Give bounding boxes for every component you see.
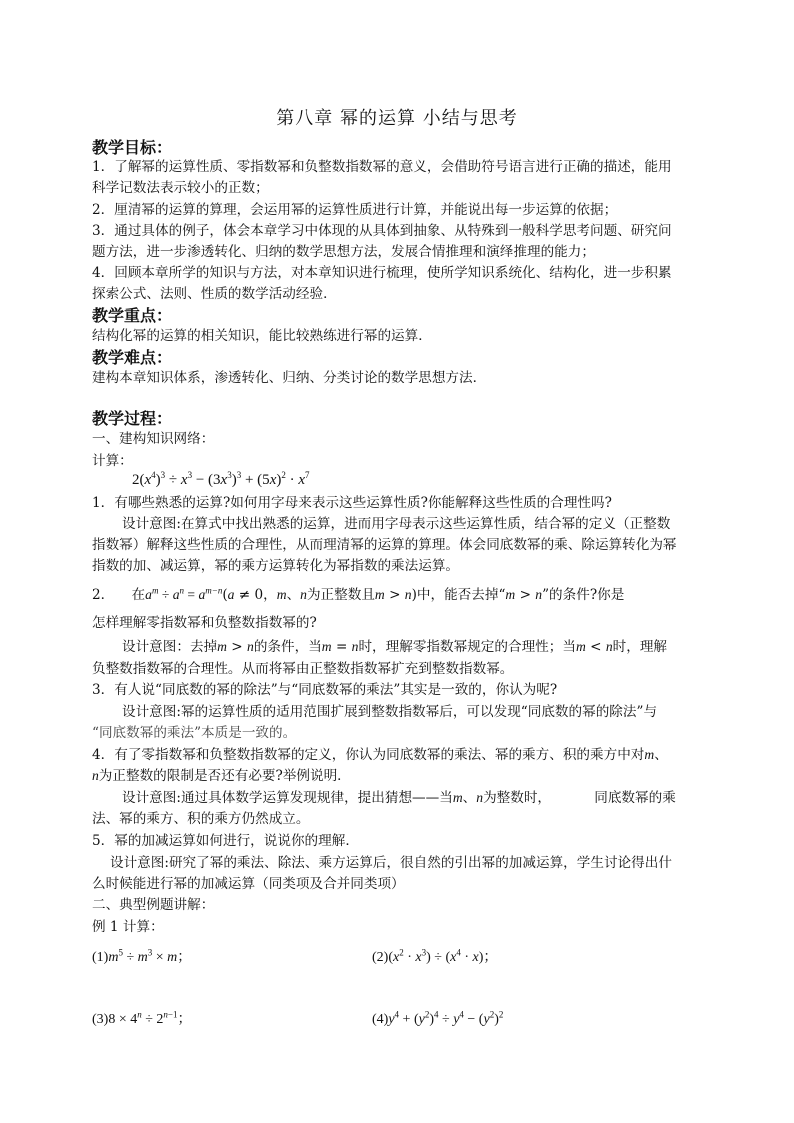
question-3: 3．有人说“同底数的幂的除法”与“同底数幂的乘法”其实是一致的，你认为呢?	[92, 682, 558, 698]
goal-line-4: 3．通过具体的例子，体会本章学习中体现的从具体到抽象、从特殊到一般科学思考问题、研究问	[92, 223, 672, 239]
example-item-1: $(1)m^5 \div m^3 \times m$；	[92, 947, 192, 965]
goal-line-6: 4．回顾本章所学的知识与方法，对本章知识进行梳理，使所学知识系统化、结构化，进一步积累	[92, 265, 672, 281]
q1-design-3: 指数的加、减运算，幂的乘方运算转化为幂指数的乘法运算。	[92, 558, 460, 574]
question-1: 1．有哪些熟悉的运算?如何用字母来表示这些运算性质?你能解释这些性质的合理性吗?	[92, 495, 612, 511]
question-2-line-1: 2． 在$a^m \div a^n = a^{m-n}(a \ne 0$，m、n为正整数且m > n)中，能否去掉“m > n”的条件?你是	[92, 585, 625, 603]
question-4-line-2: n为正整数的限制是否还有必要?举例说明．	[92, 768, 351, 784]
q3-design-1: 设计意图:幂的运算性质的适用范围扩展到整数指数幂后，可以发现“同底数的幂的除法”与	[122, 704, 658, 720]
q2-design-1: 设计意图：去掉m > n的条件，当m = n时，理解零指数幂规定的合理性；当m < n时，理解	[122, 639, 668, 655]
q2-formula: $a^m \div a^n = a^{m-n}$	[145, 585, 223, 602]
part1-heading: 一、建构知识网络：	[92, 431, 215, 447]
page-title: 第八章 幂的运算 小结与思考	[276, 108, 518, 129]
example-item-3: $(3)8 \times 4^n \div 2^{n-1}$；	[92, 1009, 192, 1027]
calc-expression: $2(x^4)^3 \div x^3 - (3x^3)^3 + (5x)^2 \cdot x^7$	[132, 470, 310, 488]
difficulty-heading: 教学难点：	[92, 348, 173, 367]
key-text: 结构化幂的运算的相关知识，能比较熟练进行幂的运算．	[92, 328, 432, 344]
key-heading: 教学重点：	[92, 306, 173, 325]
difficulty-text: 建构本章知识体系，渗透转化、归纳、分类讨论的数学思想方法．	[92, 370, 487, 386]
goal-line-2: 科学记数法表示较小的正数；	[92, 180, 269, 196]
part2-heading: 二、典型例题讲解：	[92, 897, 215, 913]
goal-line-5: 题方法，进一步渗透转化、归纳的数学思想方法，发展合情推理和演绎推理的能力；	[92, 244, 595, 260]
example-item-2: $(2)(x^2 \cdot x^3) \div (x^4 \cdot x)$；	[372, 947, 498, 965]
q4-design-1: 设计意图:通过具体数学运算发现规律，提出猜想——当m、n为整数时， 同底数幂的乘	[122, 790, 676, 806]
q4-design-2: 法、幂的乘方、积的乘方仍然成立。	[92, 811, 310, 827]
question-2-line-2: 怎样理解零指数幂和负整数指数幂的?	[92, 615, 317, 631]
q1-design-1: 设计意图:在算式中找出熟悉的运算，进而用字母表示这些运算性质，结合幂的定义（正整数	[122, 516, 671, 532]
goal-line-7: 探索公式、法则、性质的数学活动经验．	[92, 286, 337, 302]
goal-line-1: 1．了解幂的运算性质、零指数幂和负整数指数幂的意义，会借助符号语言进行正确的描述，能用	[92, 159, 672, 175]
example-item-4: $(4)y^4 + (y^2)^4 \div y^4 - (y^2)^2$	[372, 1009, 504, 1027]
q3-design-2: “同底数幂的乘法”本质是一致的。	[92, 725, 297, 741]
question-5: 5．幂的加减运算如何进行，说说你的理解．	[92, 833, 359, 849]
q5-design-1: 设计意图:研究了幂的乘法、除法、乘方运算后，很自然的引出幂的加减运算，学生讨论得出什	[110, 855, 672, 871]
calc-label: 计算：	[92, 453, 133, 469]
q2-design-2: 负整数指数幂的合理性。从而将幂由正整数指数幂扩充到整数指数幂。	[92, 661, 514, 677]
q2-number: 2．	[92, 587, 115, 603]
goal-line-3: 2．厘清幂的运算的算理，会运用幂的运算性质进行计算，并能说出每一步运算的依据；	[92, 202, 618, 218]
q1-design-2: 指数幂）解释这些性质的合理性，从而理清幂的运算的算理。体会同底数幂的乘、除运算转化为幂	[92, 537, 677, 553]
process-heading: 教学过程：	[92, 409, 173, 428]
question-4-line-1: 4．有了零指数幂和负整数指数幂的定义，你认为同底数幂的乘法、幂的乘方、积的乘方中对m、	[92, 747, 668, 763]
example-1-label: 例 1 计算：	[92, 919, 164, 935]
q5-design-2: 么时候能进行幂的加减运算（同类项及合并同类项）	[92, 876, 405, 892]
goals-heading: 教学目标：	[92, 138, 173, 157]
